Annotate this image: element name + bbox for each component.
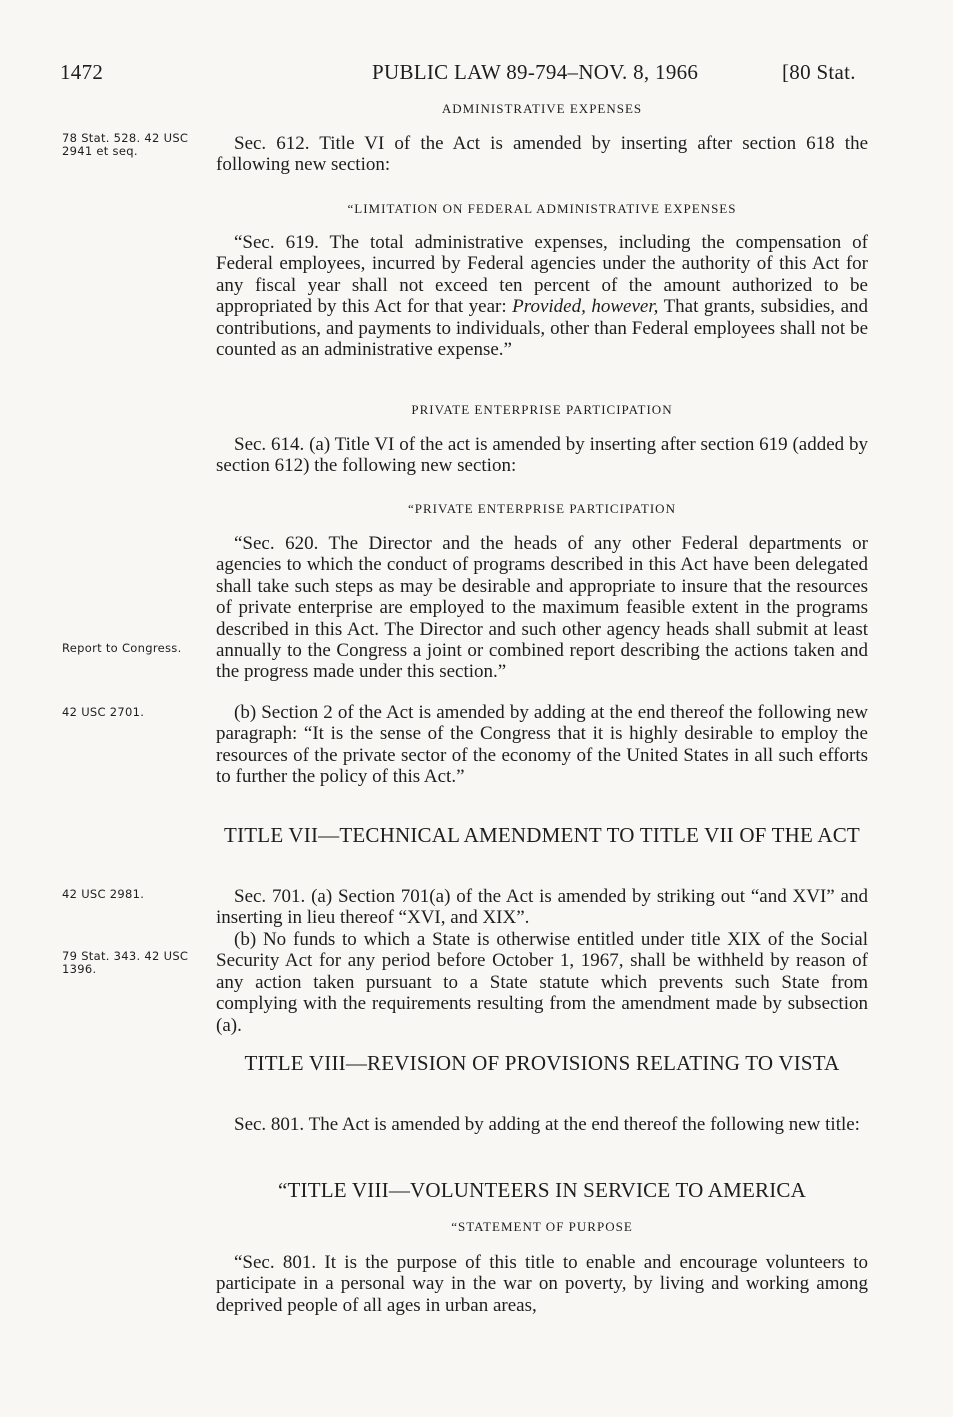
sec-612-text: Sec. 612. Title VI of the Act is amended by inserting after section 618 the following new section: xyxy=(216,133,868,176)
statement-of-purpose-heading: “STATEMENT OF PURPOSE xyxy=(451,1219,633,1234)
sec-701b-text: (b) No funds to which a State is otherwise entitled under title XIX of the Social Security Act for any period before October 1, 1967, shall be withheld by reason of any action taken pursuant to a State statute which prevents such State from complying with the requirements resulting from the amendment made by subsection (a). xyxy=(216,929,868,1036)
running-title: PUBLIC LAW 89-794–NOV. 8, 1966 xyxy=(372,60,699,84)
sec-620-paragraph xyxy=(216,533,868,683)
sec-701a-text: Sec. 701. (a) Section 701(a) of the Act is amended by striking out “and XVI” and inserting in lieu thereof “XVI, and XIX”. xyxy=(216,886,868,929)
sec-619-paragraph xyxy=(216,232,868,360)
page-number: 1472 xyxy=(60,60,104,84)
title-vii-heading: TITLE VII—TECHNICAL AMENDMENT TO TITLE VII OF THE ACT xyxy=(224,823,860,847)
title-viii-quoted-heading: “TITLE VIII—VOLUNTEERS IN SERVICE TO AMERICA xyxy=(278,1178,806,1202)
private-enterprise-heading: PRIVATE ENTERPRISE PARTICIPATION xyxy=(411,402,673,417)
provided-however: Provided, however, xyxy=(512,296,659,318)
sec-614-paragraph xyxy=(216,434,868,477)
sec-801-paragraph xyxy=(216,1114,868,1135)
sec-701b-paragraph xyxy=(216,929,868,1036)
margin-note-report: Report to Congress. xyxy=(62,641,182,655)
sec-614b-paragraph xyxy=(216,702,868,788)
sec-801-quoted-text: “Sec. 801. It is the purpose of this title to enable and encourage volunteers to participate in a personal way in the war on poverty, by living and working among deprived people of all ages in urban areas, xyxy=(216,1252,868,1316)
administrative-expenses-heading: ADMINISTRATIVE EXPENSES xyxy=(441,101,643,116)
sec-619-text-a: “Sec. 619. The total administrative expenses, including the compensation of Federal employees, incurred by Federal agencies under the authority of this Act for any fiscal year shall not exceed ten percent of the amount authorized to be appropriated by this Act for that year: xyxy=(216,232,868,318)
private-enterprise-quoted-heading: “PRIVATE ENTERPRISE PARTICIPATION xyxy=(408,501,676,516)
margin-note-2981: 42 USC 2981. xyxy=(62,887,145,901)
sec-614-text: Sec. 614. (a) Title VI of the act is amended by inserting after section 619 (added by section 612) the following new section: xyxy=(216,434,868,477)
sec-701a-paragraph xyxy=(216,886,868,929)
volume-reference: [80 Stat. xyxy=(782,60,856,84)
sec-801-quoted-paragraph xyxy=(216,1252,868,1316)
sec-619-text-b: That grants, subsidies, and contributions, and payments to individuals, other than Federal employees shall not be counted as an administrative expense.” xyxy=(216,296,869,361)
sec-620-text: “Sec. 620. The Director and the heads of any other Federal departments or agencies to which the conduct of programs described in this Act have been delegated shall take such steps as may be desirable and appropriate to insure that the resources of private enterprise are employed to the maximum feasible extent in the programs described in this Act. The Director and such other agency heads shall submit at least annually to the Congress a joint or combined report describing the actions taken and the progress made under this section.” xyxy=(216,533,868,683)
sec-801-text: Sec. 801. The Act is amended by adding at the end thereof the following new title: xyxy=(234,1114,860,1135)
margin-note-78-stat: 78 Stat. 528. 42 USC 2941 et seq. xyxy=(62,131,189,158)
sec-612-paragraph xyxy=(216,133,868,176)
title-viii-heading: TITLE VIII—REVISION OF PROVISIONS RELATING TO VISTA xyxy=(244,1051,840,1075)
margin-note-79-stat: 79 Stat. 343. 42 USC 1396. xyxy=(62,949,189,976)
sec-619-block xyxy=(216,232,868,360)
limitation-heading: “LIMITATION ON FEDERAL ADMINISTRATIVE EXPENSES xyxy=(347,201,737,216)
sec-614b-text: (b) Section 2 of the Act is amended by adding at the end thereof the following new paragraph: “It is the sense of the Congress that it is highly desirable to employ the resources of the private sector of the economy of the United States in all such efforts to further the policy of this Act.” xyxy=(216,702,868,788)
margin-note-2701: 42 USC 2701. xyxy=(62,705,145,719)
